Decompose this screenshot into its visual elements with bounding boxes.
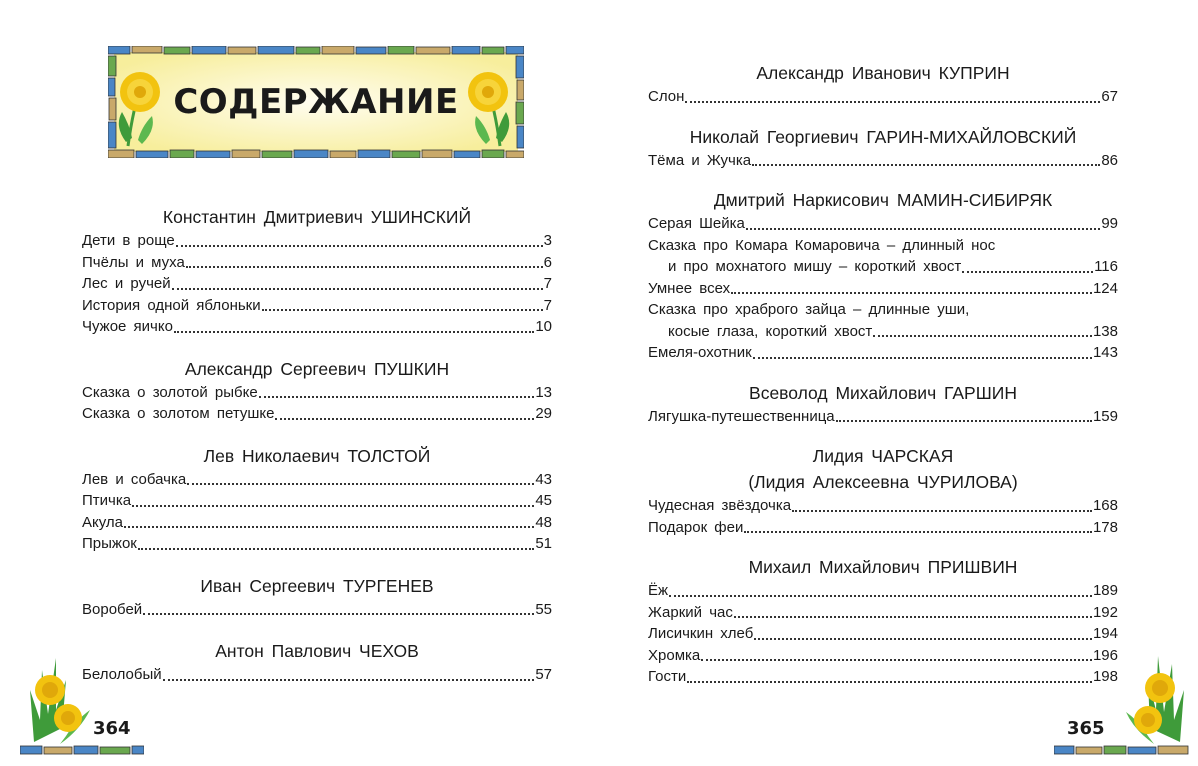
toc-entry[interactable]: [648, 235, 1118, 257]
entry-page-number: 86: [1101, 151, 1118, 169]
entry-page-number: 124: [1092, 279, 1118, 297]
toc-entry[interactable]: [648, 256, 1118, 278]
flower-corner-left-icon: [20, 650, 144, 758]
dot-leader: [262, 309, 543, 311]
toc-section: [82, 638, 552, 686]
entry-page-number: 198: [1092, 668, 1118, 685]
dot-leader: [174, 331, 534, 333]
right-toc: [648, 60, 1118, 688]
entry-title: Подарок феи: [648, 518, 744, 536]
entry-page-number: 45: [535, 492, 552, 509]
author-heading: Александр Сергеевич ПУШКИН: [184, 358, 450, 379]
toc-entry[interactable]: [648, 623, 1118, 645]
dot-leader: [731, 292, 1092, 294]
toc-entry[interactable]: [648, 602, 1118, 624]
entry-page-number: 6: [543, 253, 552, 271]
toc-section: [648, 554, 1118, 688]
dot-leader: [744, 531, 1092, 533]
entry-page-number: 194: [1092, 625, 1118, 642]
entry-title: Гости: [648, 668, 687, 685]
dot-leader: [187, 483, 534, 485]
dot-leader: [962, 271, 1093, 273]
entry-page-number: 13: [535, 383, 552, 401]
entry-page-number: 43: [535, 470, 552, 488]
entry-title: Белолобый: [82, 666, 162, 683]
entry-title: Лягушка-путешественница: [648, 407, 835, 425]
entry-title: Жаркий час: [648, 603, 733, 621]
dot-leader: [836, 420, 1092, 422]
dot-leader: [176, 245, 543, 247]
toc-entry[interactable]: [648, 406, 1118, 428]
toc-entry[interactable]: [648, 342, 1118, 364]
right-page: [599, 0, 1198, 766]
toc-entry[interactable]: [648, 645, 1118, 667]
toc-entry[interactable]: [82, 599, 552, 621]
author-heading: Лев Николаевич ТОЛСТОЙ: [203, 445, 431, 466]
entry-title: Тёма и Жучка: [648, 151, 752, 169]
dot-leader: [186, 266, 543, 268]
toc-entry[interactable]: [82, 252, 552, 274]
page-title: СОДЕРЖАНИЕ: [173, 82, 459, 122]
toc-entry[interactable]: [82, 664, 552, 686]
entry-title: Дети в роще: [82, 232, 175, 249]
entry-title: Слон: [648, 88, 685, 105]
entry-page-number: 3: [543, 232, 552, 249]
dot-leader: [701, 659, 1092, 661]
entry-title: косые глаза, короткий хвост: [668, 322, 873, 340]
toc-entry[interactable]: [82, 230, 552, 252]
dot-leader: [685, 101, 1100, 103]
dot-leader: [143, 613, 534, 615]
author-heading: Николай Георгиевич ГАРИН-МИХАЙЛОВСКИЙ: [689, 126, 1077, 147]
toc-entry[interactable]: [82, 469, 552, 491]
author-heading: Лидия ЧАРСКАЯ: [812, 446, 954, 466]
entry-page-number: 29: [535, 405, 552, 422]
entry-title: Пчёлы и муха: [82, 253, 185, 271]
toc-entry[interactable]: [82, 533, 552, 555]
dot-leader: [873, 335, 1092, 337]
dot-leader: [752, 164, 1100, 166]
author-heading: Иван Сергеевич ТУРГЕНЕВ: [200, 575, 434, 596]
dot-leader: [746, 228, 1100, 230]
entry-title: Сказка про храброго зайца – длинные уши,: [648, 301, 970, 318]
entry-page-number: 143: [1092, 344, 1118, 361]
entry-page-number: 99: [1101, 215, 1118, 232]
dot-leader: [669, 595, 1092, 597]
toc-section: [648, 380, 1118, 428]
entry-title: Лисичкин хлеб: [648, 625, 754, 642]
entry-page-number: 48: [535, 513, 552, 531]
entry-title: Сказка про Комара Комаровича – длинный нос: [648, 236, 996, 254]
toc-entry[interactable]: [82, 512, 552, 534]
dot-leader: [163, 679, 535, 681]
entry-page-number: 7: [543, 275, 552, 292]
entry-page-number: 116: [1094, 258, 1118, 275]
dot-leader: [124, 526, 534, 528]
toc-entry[interactable]: [82, 316, 552, 338]
toc-section: [648, 124, 1118, 172]
entry-title: Воробей: [82, 600, 143, 618]
entry-page-number: 196: [1092, 646, 1118, 664]
author-heading: Всеволод Михайлович ГАРШИН: [749, 382, 1017, 403]
entry-title: Сказка о золотой рыбке: [82, 383, 258, 401]
author-subheading: (Лидия Алексеевна ЧУРИЛОВА): [748, 472, 1018, 492]
page-number-left: 364: [93, 718, 131, 739]
entry-title: Серая Шейка: [648, 215, 745, 232]
entry-title: Ёж: [648, 582, 669, 599]
toc-entry[interactable]: [82, 490, 552, 512]
dot-leader: [753, 357, 1092, 359]
toc-section: [82, 443, 552, 555]
entry-page-number: 67: [1101, 88, 1118, 105]
toc-section: [648, 60, 1118, 108]
author-heading: Антон Павлович ЧЕХОВ: [215, 641, 419, 661]
author-heading: Константин Дмитриевич УШИНСКИЙ: [162, 207, 472, 227]
toc-entry[interactable]: [648, 580, 1118, 602]
left-toc: [82, 204, 552, 686]
toc-section: [82, 204, 552, 338]
entry-title: Чудесная звёздочка: [648, 497, 792, 514]
entry-title: Сказка о золотом петушке: [82, 405, 275, 422]
entry-title: Чужое яичко: [82, 318, 173, 335]
toc-entry[interactable]: [648, 299, 1118, 321]
entry-title: Птичка: [82, 492, 132, 509]
toc-entry[interactable]: [648, 517, 1118, 539]
entry-page-number: 178: [1092, 518, 1118, 536]
toc-section: [82, 573, 552, 621]
toc-entry[interactable]: [82, 273, 552, 295]
dot-leader: [792, 510, 1092, 512]
dot-leader: [754, 638, 1092, 640]
entry-page-number: 10: [535, 318, 552, 335]
entry-title: Лев и собачка: [82, 470, 187, 488]
flower-corner-right-icon: [1054, 650, 1194, 758]
entry-title: Прыжок: [82, 535, 137, 552]
author-heading: Дмитрий Наркисович МАМИН-СИБИРЯК: [713, 190, 1053, 210]
toc-section: [648, 443, 1118, 538]
toc-entry[interactable]: [648, 278, 1118, 300]
title-banner: [108, 46, 524, 158]
toc-section: [648, 187, 1118, 364]
dot-leader: [275, 418, 534, 420]
entry-page-number: 7: [543, 296, 552, 314]
dot-leader: [138, 548, 534, 550]
entry-title: Емеля-охотник: [648, 344, 752, 361]
toc-entry[interactable]: [648, 213, 1118, 235]
entry-page-number: 55: [535, 600, 552, 618]
page-number-right: 365: [1067, 718, 1105, 739]
entry-title: История одной яблоньки: [82, 296, 261, 314]
entry-page-number: 192: [1092, 603, 1118, 621]
author-heading: Александр Иванович КУПРИН: [756, 63, 1010, 83]
author-heading: Михаил Михайлович ПРИШВИН: [748, 557, 1018, 577]
toc-section: [82, 356, 552, 425]
toc-entry[interactable]: [648, 495, 1118, 517]
toc-entry[interactable]: [648, 86, 1118, 108]
toc-entry[interactable]: [648, 666, 1118, 688]
entry-title: Лес и ручей: [82, 275, 171, 292]
toc-entry[interactable]: [82, 382, 552, 404]
entry-page-number: 168: [1092, 497, 1118, 514]
toc-entry[interactable]: [648, 321, 1118, 343]
toc-entry[interactable]: [82, 295, 552, 317]
dot-leader: [734, 616, 1092, 618]
dot-leader: [259, 396, 535, 398]
dot-leader: [687, 681, 1092, 683]
entry-page-number: 189: [1092, 582, 1118, 599]
entry-page-number: 57: [535, 666, 552, 683]
dot-leader: [132, 505, 534, 507]
toc-entry[interactable]: [648, 150, 1118, 172]
entry-page-number: 51: [535, 535, 552, 552]
entry-title: Акула: [82, 513, 124, 531]
dot-leader: [172, 288, 543, 290]
toc-entry[interactable]: [82, 403, 552, 425]
entry-title: Умнее всех: [648, 279, 731, 297]
entry-title: Хромка: [648, 646, 701, 664]
entry-title: и про мохнатого мишу – короткий хвост: [668, 258, 962, 275]
entry-page-number: 159: [1092, 407, 1118, 425]
entry-page-number: 138: [1092, 322, 1118, 340]
